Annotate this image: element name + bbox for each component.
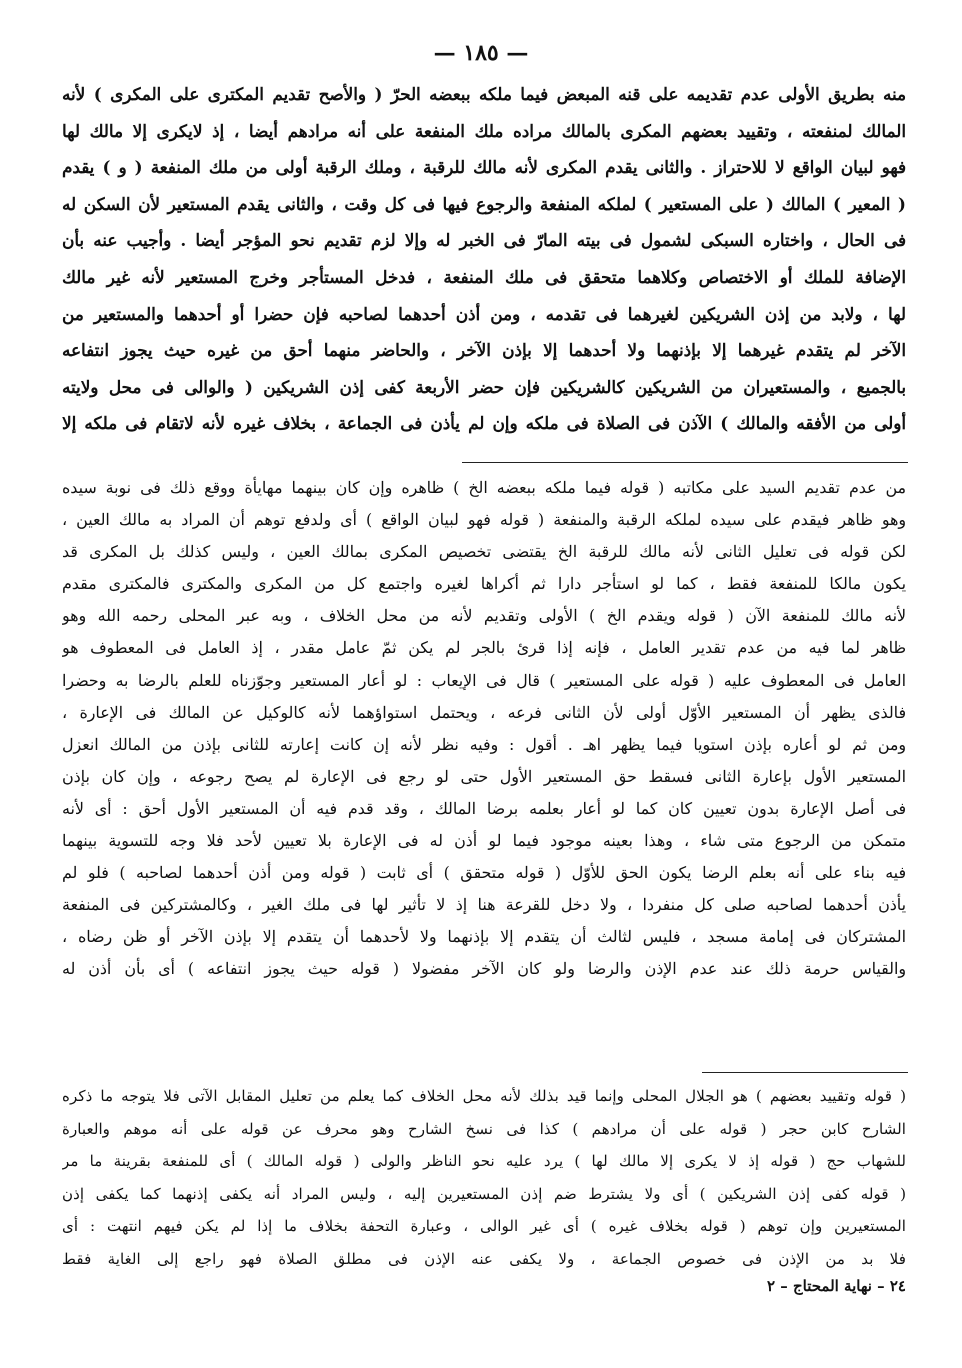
main-text-line: فهو لبيان الواقع لا للاحتراز . والثانى يقدم المكرى لأنه مالك للرقبة ، وملك الرقبة أولى من ملك المنفعة ( و ) يقدم [62,157,906,178]
main-text-line: منه بطريق الأولى عدم تقديمه على قنه المبعض فيما ملكه ببعضه الحرّ ( والأصح تقديم المكترى على المكرى ) لأنه [62,84,906,104]
commentary-line: يأذن أحدهما لصاحبه صلى كل منفردا ، ولا دخل للقرعة هنا إذ لا تأثير لها فى ملك الغير ، وكالمشتركين فى المنفعة [62,895,906,915]
main-text-line: الإضافة للملك أو الاختصاص وكلاهما متحقق فى ملك المنفعة ، فدخل المستأجر وخرج المستعير لأنه غير مالك [62,266,906,287]
gloss-line: ( قوله كفى إذن الشريكين ) أى ولا يشترط ضم إذن المستعيرين إليه ، وليس المراد أنه يكفى إذنهما كما يكفى إذن [62,1184,906,1203]
main-text-line: بالجميع ، والمستعيران من الشريكين كالشريكين فإن حضر الأربعة كفى إذن الشريكين ( والوالى فى محل ولايته [62,376,906,397]
commentary-line: من عدم تقديم السيد على مكاتبه ( قوله فيما ملكه ببعضه الخ ) ظاهره وإن كان بينهما مهايأة ووقع ذلك فى نوبة سيده [62,478,906,497]
gloss-divider [702,1072,908,1073]
commentary-line: فى أصل الإعارة بدون تعيين كان كما لو أعار بعلمه برضا المالك ، وقد قدم فيه أن المستعير الأول أحق : أى لأنه [62,798,906,818]
commentary-line: المستعير الأول بإعارة الثانى فسقط حق المستعير الأول حتى لو رجع فى الإعارة لم يصح رجوعه ، وإن كان بإذن [62,766,906,786]
commentary-line: متمكن من الرجوع متى شاء ، وهذا بعينه موجود فيما لو أذن له فى الإعارة بلا تعيين لأحد فلا وجه للتسوية بينهما [62,831,906,851]
commentary-line: المشتركان فى إمامة مسجد ، فليس لثالث أن يتقدم إلا بإذنهما ولا لأحدهما أن يتقدم إلا بإذن الآخر أو ظن رضاه ، [62,927,906,947]
gloss-line: فلا بد من الإذن فى خصوص الجماعة ، ولا يكفى عنه الإذن فى مطلق الصلاة فهو راجع إلى الغاية فقط [62,1249,906,1268]
signature-footer: ٢٤ – نهاية المحتاج – ٢ [766,1277,906,1295]
commentary-line: وهو ظاهر فيقدم على سيده لملكه الرقبة والمنفعة ( قوله فهو لبيان الواقع ) أى ولدفع توهم أن المراد به مالك العين ، [62,510,906,530]
commentary-line: فيه بناء على أنه بعلم الرضا يكون الحق للأوّل ( قوله متحقق ) أى ثابت ( قوله ومن أذن أحدهما لصاحبه ) فلو لم [62,863,906,883]
main-text-line: الآخر لم يتقدم غيرهما إلا بإذنهما ولا أحدهما إلا بإذن الآخر ، والحاضر منهما أحق من غيره حيث يجوز انتفاعه [62,340,906,361]
main-text-block [62,76,906,442]
commentary-line: فالذى يظهر أن المستعير الأوّل أولى لأن الثانى فرعه ، ويحتمل استواؤهما لأنه كالوكيل عن المالك فى الإعارة ، [62,702,906,722]
commentary-line: لكن قوله فى تعليل الثانى لأنه مالك للرقبة الخ يقتضى تخصيص المكرى بمالك العين ، وليس كذلك بل المكرى قد [62,542,906,562]
commentary-line: والقياس حرمة ذلك عند عدم الإذن والرضا ولو كان الآخر مفضولا ( قوله حيث يجوز انتفاعه ) أى بأن أذن له [62,959,906,979]
gloss-block [62,1080,906,1276]
gloss-line: الشارح كابن حجر ( قوله على أن مرادهم ) كذا فى نسخ الشارح وهو محرف عن قوله على أنه موهم والعبارة [62,1119,906,1138]
commentary-line: العامل فى المعطوف عليه ( قوله على المستعير ) قال فى الإيعاب : لو أعار المستعير وجوّزناه للعلم بالرضا به وحضرا [62,670,906,690]
main-text-line: أولى من الأفقه والمالك ) الآذن فى الصلاة فى ملكه وإن لم يأذن فى الجماعة ، بخلاف غيره لأنه لاتقام فى ملكه إلا [62,413,906,434]
main-text-line: فى الحال ، واختاره السبكى لشمول فى بيته المارّ فى الخبر له وإلا لزم تقديم نحو المؤجر أيضا . وأجيب عنه بأن [62,230,906,251]
main-text-line: لها ، ولابد من إذن الشريكين لغيرهما فى تقدمه ، ومن أذن أحدهما لصاحبه فإن حضرا أو أحدهما والمستعير من [62,303,906,324]
gloss-line: ( قوله وتقييد بعضهم ) هو الجلال المحلى وإنما قيد بذلك لأنه محل الخلاف كما يعلم من تعليل المقابل الآتى فلا يتوجه ما ذكره [62,1087,906,1105]
page-number: — ١٨٥ — [433,40,529,66]
main-text-line: المالك لمنفعته ، وتقييد بعضهم المكرى بالمالك مراده ملك المنفعة على أنه مرادهم أيضا ، إذ لايكرى إلا مالك لها [62,120,906,141]
commentary-line: لأنه مالك للمنفعة الآن ( قوله ويقدم الخ ) الأولى وتقديم لأنه من محل الخلاف ، وبه عبر المحلى رحمه الله وهو [62,606,906,626]
commentary-line: ومن ثم لو أعاره بإذن استويا فيما يظهر اهـ . أقول : وفيه نظر لأنه إن كانت إعارته للثانى بإذن من المالك انعزل [62,734,906,754]
commentary-line: يكون مالكا للمنفعة فقط ، كما لو استأجر دارا ثم أكراها لغيره واجتمع كل من المكرى والمكترى فالمكترى مقدم [62,574,906,594]
commentary-block [62,472,906,986]
section-divider [462,462,908,463]
main-text-line: ( المعير ) المالك ( على المستعير ) لملكه المنفعة والرجوع فيها فى كل وقت ، والثانى يقدم المستعير لأن السكن له [62,193,906,214]
gloss-line: المستعيرين وإن توهم ( قوله بخلاف غيره ) أى غير الوالى ، وعبارة التحفة بخلاف ما إذا لم يكن فيهم انتهت : أى [62,1217,906,1236]
gloss-line: للشهاب حج ( قوله إذ لا يكرى إلا مالك لها ) يرد عليه نحو الناظر والولى ( قوله المالك ) أى للمنفعة بقرينة ما مر [62,1152,906,1171]
commentary-line: ظاهر لما فيه من عدم تقدير العامل ، فإنه إذا قرئ بالجر لم يكن ثمّ عامل مقدر ، إذ العامل فى المعطوف هو [62,638,906,658]
